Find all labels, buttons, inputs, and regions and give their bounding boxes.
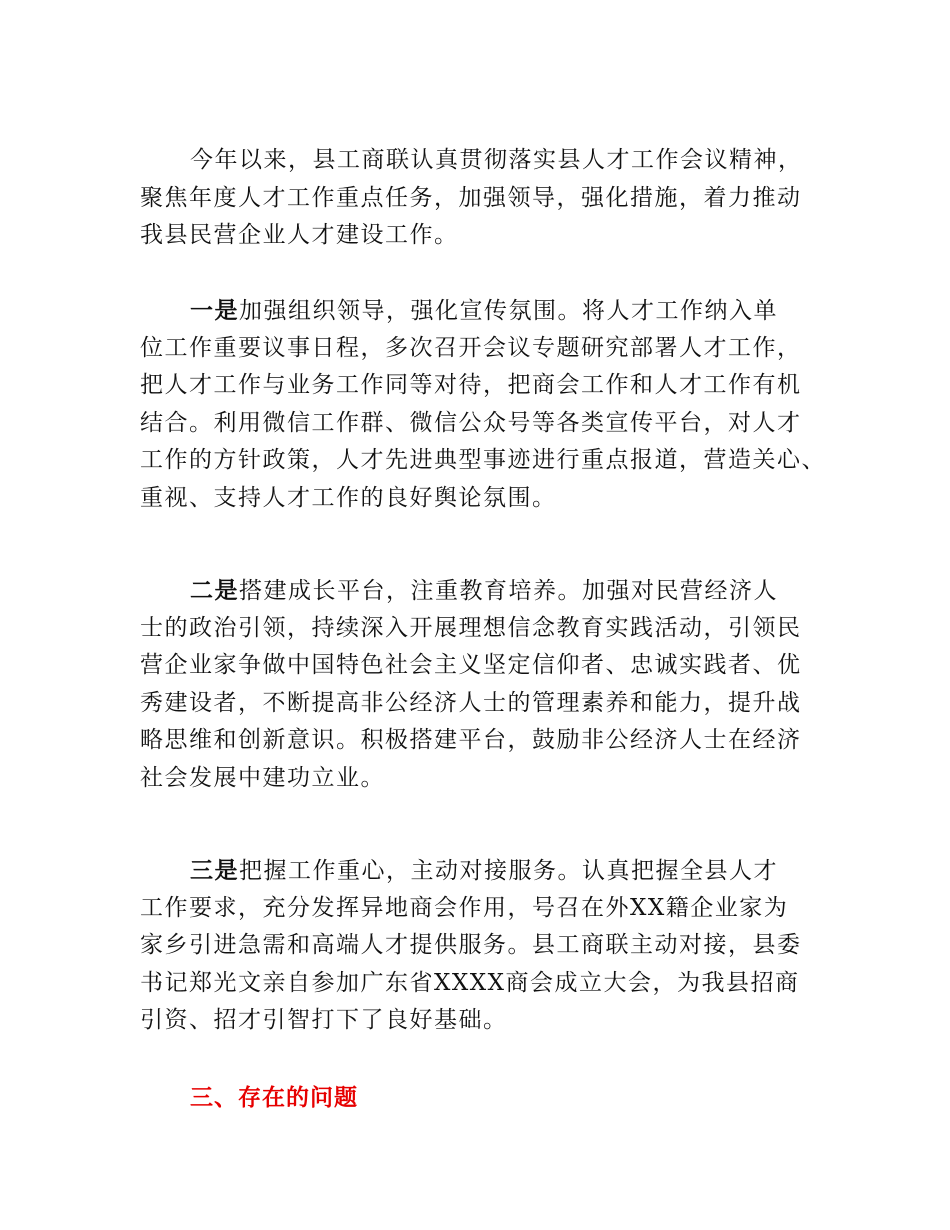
point-1-line-5: 工作的方针政策，人才先进典型事迹进行重点报道，营造关心、 xyxy=(140,447,826,473)
point-1-line-1 xyxy=(140,292,840,330)
point-3-line-2: 工作要求，充分发挥异地商会作用，号召在外XX籍企业家为 xyxy=(140,894,789,921)
intro-paragraph xyxy=(140,142,840,255)
point-2-line-6: 社会发展中建功立业。 xyxy=(140,764,385,791)
point-3-lead: 三是 xyxy=(190,857,239,884)
point-3-line-1 xyxy=(140,852,840,890)
point-3-first-rest: 把握工作重心，主动对接服务。认真把握全县人才 xyxy=(239,858,778,884)
point-1-first-rest: 加强组织领导，强化宣传氛围。将人才工作纳入单 xyxy=(239,298,778,324)
point-2-line-2: 士的政治引领，持续深入开展理想信念教育实践活动，引领民 xyxy=(140,614,802,641)
point-1-line-4: 结合。利用微信工作群、微信公众号等各类宣传平台，对人才 xyxy=(140,409,802,436)
point-1-lead: 一是 xyxy=(190,297,239,324)
point-2-line-3: 营企业家争做中国特色社会主义坚定信仰者、忠诚实践者、优 xyxy=(140,652,802,678)
point-2-lead: 二是 xyxy=(190,577,239,604)
point-2-line-5: 略思维和创新意识。积极搭建平台，鼓励非公经济人士在经济 xyxy=(140,727,802,753)
point-3-line-5: 引资、招才引智打下了良好基础。 xyxy=(140,1007,508,1033)
point-2-paragraph xyxy=(140,572,840,797)
intro-line-1: 今年以来，县工商联认真贯彻落实县人才工作会议精神， xyxy=(190,147,803,173)
point-1-line-6: 重视、支持人才工作的良好舆论氛围。 xyxy=(140,484,557,511)
point-3-paragraph xyxy=(140,852,840,1040)
point-3-line-3: 家乡引进急需和高端人才提供服务。县工商联主动对接，县委 xyxy=(140,932,802,958)
intro-line-2: 聚焦年度人才工作重点任务，加强领导，强化措施，着力推动 xyxy=(140,184,802,211)
point-3-line-4: 书记郑光文亲自参加广东省XXXX商会成立大会，为我县招商 xyxy=(140,969,800,996)
point-1-paragraph xyxy=(140,292,840,517)
point-1-line-3: 把人才工作与业务工作同等对待，把商会工作和人才工作有机 xyxy=(140,372,802,398)
point-2-first-rest: 搭建成长平台，注重教育培养。加强对民营经济人 xyxy=(239,578,778,604)
point-1-line-2: 位工作重要议事日程，多次召开会议专题研究部署人才工作， xyxy=(140,334,802,361)
intro-line-3: 我县民营企业人才建设工作。 xyxy=(140,222,459,248)
section-heading: 三、存在的问题 xyxy=(190,1085,358,1111)
point-2-line-1 xyxy=(140,572,840,610)
point-2-line-4: 秀建设者，不断提高非公经济人士的管理素养和能力，提升战 xyxy=(140,689,802,716)
